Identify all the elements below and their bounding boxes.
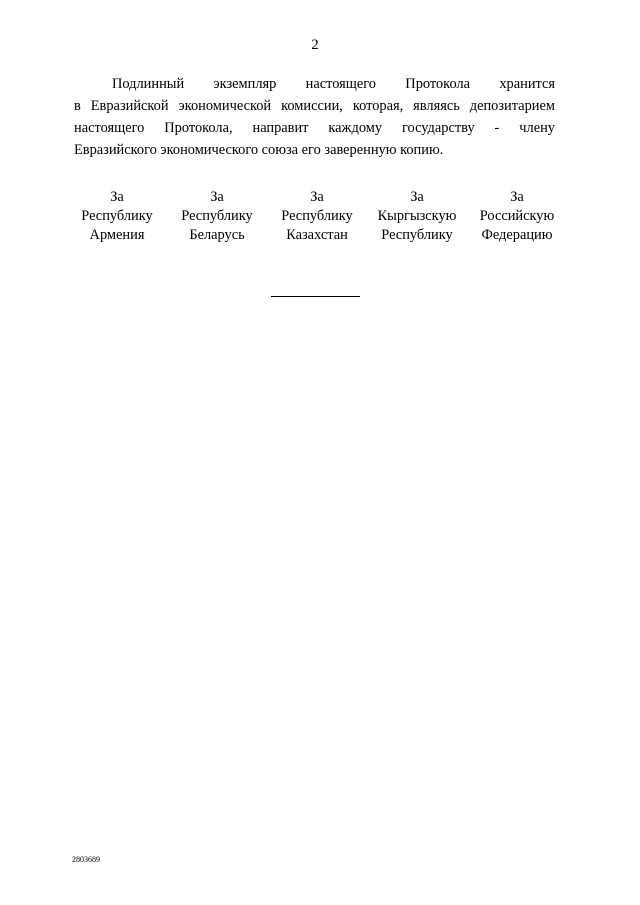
signature-country-line: Беларусь bbox=[189, 227, 245, 243]
signature-country-line: Федерацию bbox=[481, 227, 553, 243]
signature-for-label: За bbox=[110, 189, 124, 205]
depositary-paragraph bbox=[74, 73, 555, 161]
signature-country-line: Республику bbox=[81, 208, 153, 224]
paragraph-line: Подлинный экземпляр настоящего Протокола хранится bbox=[112, 76, 555, 92]
signature-for-label: За bbox=[410, 189, 424, 205]
signature-country-line: Армения bbox=[89, 227, 145, 243]
paragraph-line: Евразийского экономического союза его заверенную копию. bbox=[74, 142, 444, 158]
signature-blocks bbox=[69, 188, 565, 245]
paragraph-line: в Евразийской экономической комиссии, которая, являясь депозитарием bbox=[74, 98, 555, 114]
paragraph-line: настоящего Протокола, направит каждому государству - члену bbox=[74, 120, 555, 136]
signature-block-russia bbox=[469, 188, 565, 245]
end-separator-line bbox=[271, 296, 360, 297]
signature-block-kazakhstan bbox=[269, 188, 365, 245]
signature-country-line: Республику bbox=[281, 208, 353, 224]
signature-for-label: За bbox=[510, 189, 524, 205]
signature-country-line: Кыргызскую bbox=[377, 208, 457, 224]
signature-block-armenia bbox=[69, 188, 165, 245]
signature-country-line: Казахстан bbox=[286, 227, 348, 243]
signature-block-kyrgyzstan bbox=[369, 188, 465, 245]
signature-country-line: Республику bbox=[181, 208, 253, 224]
page-number: 2 bbox=[311, 37, 319, 53]
signature-country-line: Российскую bbox=[479, 208, 555, 224]
document-code: 2803689 bbox=[72, 855, 100, 864]
signature-for-label: За bbox=[310, 189, 324, 205]
signature-for-label: За bbox=[210, 189, 224, 205]
signature-country-line: Республику bbox=[381, 227, 453, 243]
signature-block-belarus bbox=[169, 188, 265, 245]
